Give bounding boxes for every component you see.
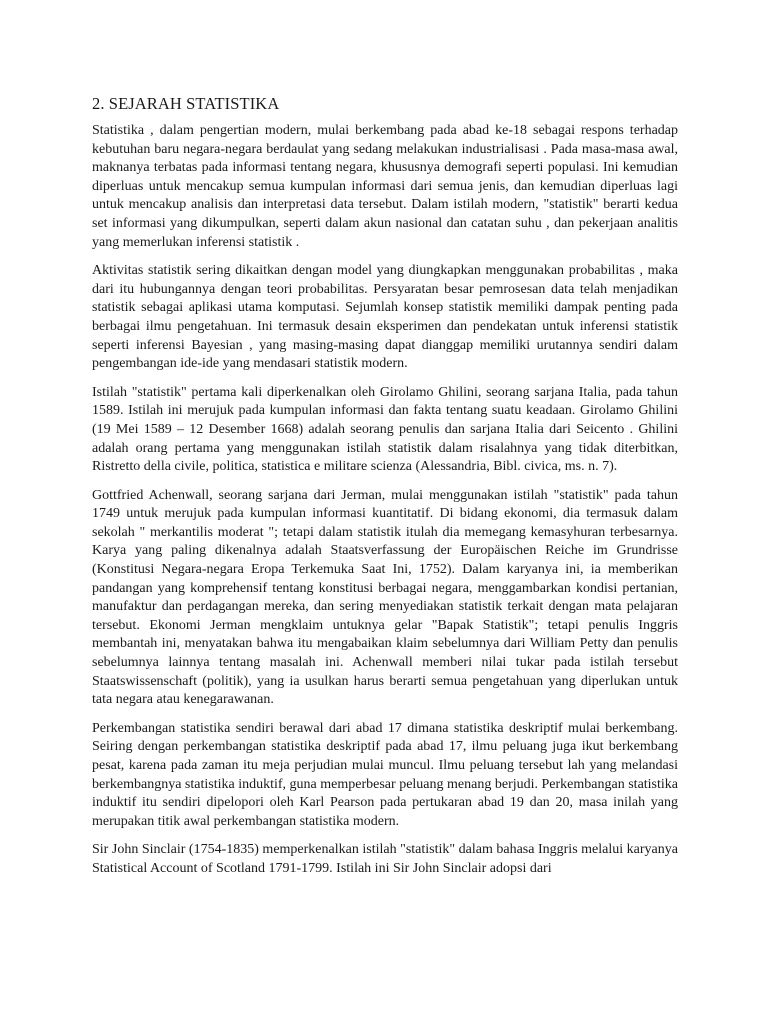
paragraph-5: Perkembangan statistika sendiri berawal dari abad 17 dimana statistika deskriptif mulai berkembang. Seiring dengan perkembangan statistika deskriptif pada abad 17, ilmu peluang juga ikut berkembang pesat, karena pada zaman itu meja perjudian mulai muncul. Ilmu peluang tersebut lah yang melandasi berkembangnya statistika induktif, guna memperbesar peluang menang berjudi. Perkembangan statistika induktif itu sendiri dipelopori oleh Karl Pearson pada pertukaran abad 19 dan 20, masa inilah yang merupakan titik awal perkembangan statistika modern. bbox=[92, 720, 678, 829]
paragraph-6: Sir John Sinclair (1754-1835) memperkenalkan istilah "statistik" dalam bahasa Inggris melalui karyanya Statistical Account of Scotland 1791-1799. Istilah ini Sir John Sinclair adopsi dari bbox=[92, 842, 678, 876]
paragraph-4: Gottfried Achenwall, seorang sarjana dari Jerman, mulai menggunakan istilah "statistik" pada tahun 1749 untuk merujuk pada kumpulan informasi kuantitatif. Di bidang ekonomi, dia termasuk dalam sekolah " merkantilis moderat "; tetapi dalam statistik itulah dia memegang kemasyhuran terbesarnya. Karya yang paling dikenalnya adalah Staatsverfassung der Europäischen Reiche im Grundrisse (Konstitusi Negara-negara Eropa Terkemuka Saat Ini, 1752). Dalam karyanya ini, ia memberikan pandangan yang komprehensif tentang konstitusi berbagai negara, menggambarkan kondisi pertanian, manufaktur dan perdagangan mereka, dan sering menyediakan statistik terkait dengan mata pelajaran tersebut. Ekonomi Jerman mengklaim untuknya gelar "Bapak Statistik"; tetapi penulis Inggris membantah ini, menyatakan bahwa itu mengabaikan klaim sebelumnya dari William Petty dan penulis sebelumnya lainnya tentang masalah ini. Achenwall memberi nilai tukar pada istilah tersebut Staatswissenschaft (politik), yang ia usulkan harus berarti semua pengetahuan yang diperlukan untuk tata negara atau kenegarawanan. bbox=[92, 487, 678, 708]
paragraph-2: Aktivitas statistik sering dikaitkan dengan model yang diungkapkan menggunakan probabilitas , maka dari itu hubungannya dengan teori probabilitas. Persyaratan besar pemrosesan data telah menjadikan statistik sebagai aplikasi utama komputasi. Sejumlah konsep statistik memiliki dampak penting pada berbagai ilmu pengetahuan. Ini termasuk desain eksperimen dan pendekatan untuk inferensi statistik seperti inferensi Bayesian , yang masing-masing dapat dianggap memiliki urutannya sendiri dalam pengembangan ide-ide yang mendasari statistik modern. bbox=[92, 263, 678, 372]
document-page bbox=[92, 94, 678, 889]
paragraph-3: Istilah "statistik" pertama kali diperkenalkan oleh Girolamo Ghilini, seorang sarjana Italia, pada tahun 1589. Istilah ini merujuk pada kumpulan informasi dan fakta tentang suatu keadaan. Girolamo Ghilini (19 Mei 1589 – 12 Desember 1668) adalah seorang penulis dan sarjana Italia dari Seicento . Ghilini adalah orang pertama yang menggunakan istilah statistik dalam risalahnya yang tidak diterbitkan, Ristretto della civile, politica, statistica e militare scienza (Alessandria, Bibl. civica, ms. n. 7). bbox=[92, 384, 678, 475]
section-heading: 2. SEJARAH STATISTIKA bbox=[92, 94, 280, 113]
paragraph-1: Statistika , dalam pengertian modern, mulai berkembang pada abad ke-18 sebagai respons terhadap kebutuhan baru negara-negara berdaulat yang sedang melakukan industrialisasi . Pada masa-masa awal, maknanya terbatas pada informasi tentang negara, khususnya demografi seperti populasi. Ini kemudian diperluas untuk mencakup semua kumpulan informasi dari semua jenis, dan kemudian diperluas lagi untuk mencakup analisis dan interpretasi data tersebut. Dalam istilah modern, "statistik" berarti kedua set informasi yang dikumpulkan, seperti dalam akun nasional dan catatan suhu , dan pekerjaan analitis yang memerlukan inferensi statistik . bbox=[92, 123, 678, 250]
